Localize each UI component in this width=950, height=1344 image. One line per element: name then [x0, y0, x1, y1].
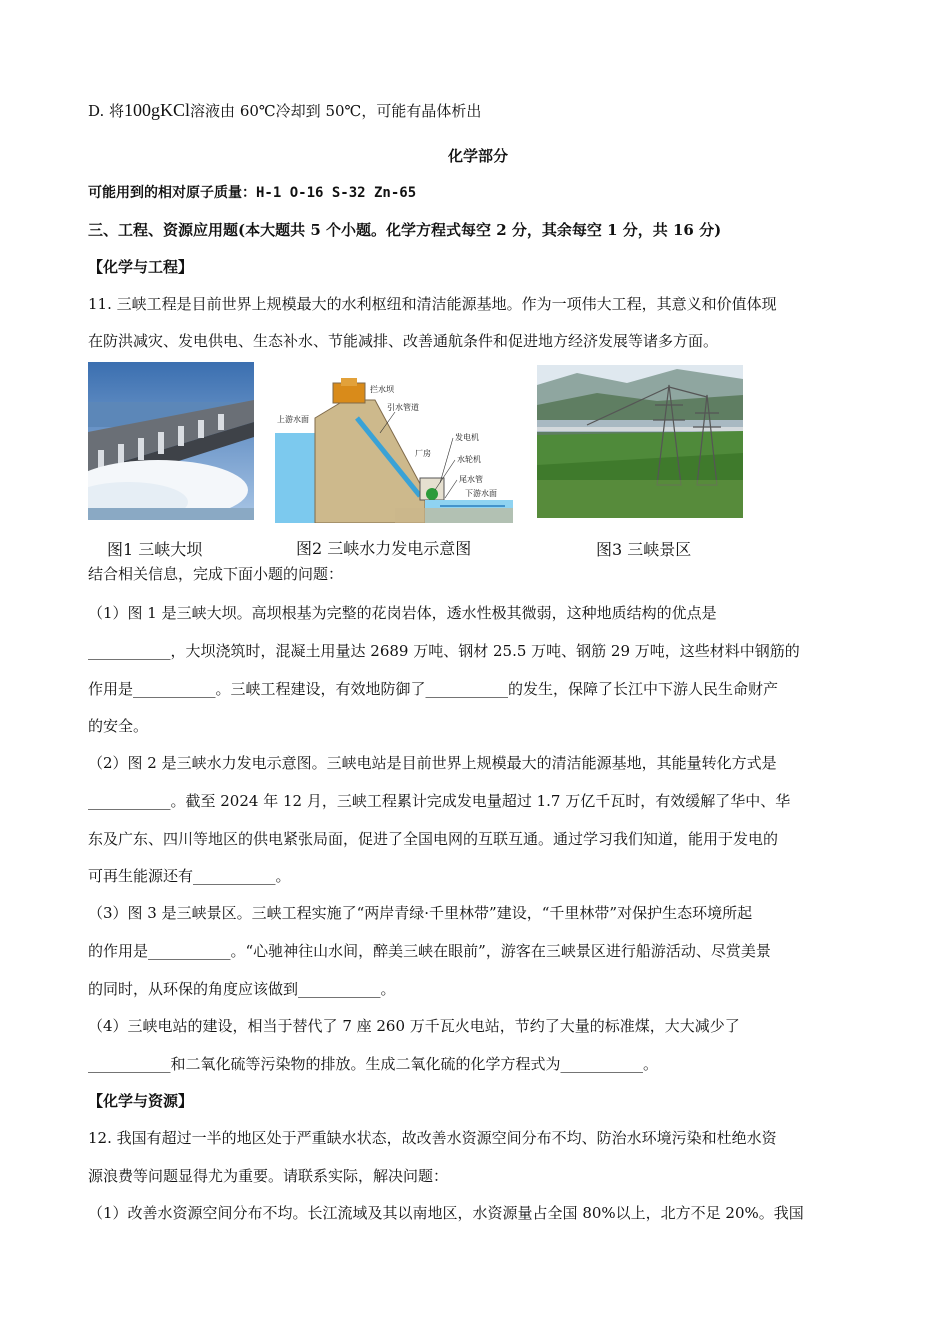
figure-1-caption: 图1 三峡大坝 [107, 540, 203, 559]
atomic-mass-line: 可能用到的相对原子质量：H-1 O-16 S-32 Zn-65 [88, 185, 417, 201]
q11-line-1: 11. 三峡工程是目前世界上规模最大的水利枢纽和清洁能源基地。作为一项伟大工程，其意义和价值体现 [88, 295, 777, 313]
label-generator: 发电机 [455, 433, 479, 442]
label-turbine: 水轮机 [457, 455, 481, 464]
sub1-line-2: ___________，大坝浇筑时，混凝土用量达 2689 万吨、钢材 25.5 万吨、钢筋 29 万吨，这些材料中钢筋的 [88, 642, 800, 660]
figure-2-hydro-diagram [275, 378, 513, 523]
option-d-prefix: D. 将 [88, 102, 125, 120]
section-title: 化学部分 [447, 147, 508, 165]
sub2-line-4: 可再生能源还有___________。 [88, 867, 291, 885]
label-tailpipe: 尾水管 [459, 475, 483, 484]
tag-resources: 【化学与资源】 [88, 1092, 194, 1110]
option-d-suffix: 溶液由 60℃冷却到 50℃，可能有晶体析出 [190, 102, 482, 120]
label-penstock: 引水管道 [387, 403, 419, 412]
figure-3-scenery-photo [537, 365, 743, 518]
label-downstream: 下游水面 [465, 489, 497, 498]
tag-engineering: 【化学与工程】 [88, 258, 194, 276]
sub3-line-2: 的作用是___________。“心驰神往山水间，醉美三峡在眼前”，游客在三峡景区进行船游活动、尽赏美景 [88, 942, 771, 960]
sub1-line-3: 作用是___________。三峡工程建设，有效地防御了___________的发生，保障了长江中下游人民生命财产 [88, 680, 779, 698]
q12-line-2: 源浪费等问题显得尤为重要。请联系实际，解决问题： [88, 1167, 449, 1185]
label-upstream: 上游水面 [277, 415, 309, 424]
sub2-line-2: ___________。截至 2024 年 12 月，三峡工程累计完成发电量超过 1.7 万亿千瓦时，有效缓解了华中、华 [88, 792, 791, 810]
figure-2-caption: 图2 三峡水力发电示意图 [296, 539, 472, 558]
sub1-line-4: 的安全。 [88, 717, 149, 735]
intro-line: 结合相关信息，完成下面小题的问题： [88, 565, 344, 583]
sub2-line-1: （2）图 2 是三峡水力发电示意图。三峡电站是目前世界上规模最大的清洁能源基地，其能量转化方式是 [88, 754, 777, 772]
sub1-line-1: （1）图 1 是三峡大坝。高坝根基为完整的花岗岩体，透水性极其微弱，这种地质结构的优点是 [88, 604, 717, 622]
label-dam: 拦水坝 [370, 385, 394, 394]
sub3-line-1: （3）图 3 是三峡景区。三峡工程实施了“两岸青绿·千里林带”建设，“千里林带”对保护生态环境所起 [88, 904, 753, 922]
label-powerhouse: 厂房 [415, 449, 431, 458]
kcl-formula: 100gKCl [124, 100, 191, 120]
q12-line-1: 12. 我国有超过一半的地区处于严重缺水状态，故改善水资源空间分布不均、防治水环境污染和杜绝水资 [88, 1129, 777, 1147]
sub3-line-3: 的同时，从环保的角度应该做到___________。 [88, 980, 396, 998]
figure-1-dam-photo [88, 362, 254, 520]
option-d [88, 100, 868, 121]
sub2-line-3: 东及广东、四川等地区的供电紧张局面，促进了全国电网的互联互通。通过学习我们知道，能用于发电的 [88, 830, 779, 848]
sub4-line-1: （4）三峡电站的建设，相当于替代了 7 座 260 万千瓦火电站，节约了大量的标准煤，大大减少了 [88, 1017, 740, 1035]
figure-3-caption: 图3 三峡景区 [596, 540, 692, 559]
part3-title: 三、工程、资源应用题(本大题共 5 个小题。化学方程式每空 2 分，其余每空 1 分，共 16 分) [88, 221, 722, 239]
q12-sub1-line-1: （1）改善水资源空间分布不均。长江流域及其以南地区，水资源量占全国 80%以上，北方不足 20%。我国 [88, 1204, 804, 1222]
sub4-line-2: ___________和二氧化硫等污染物的排放。生成二氧化硫的化学方程式为___________。 [88, 1055, 659, 1073]
q11-line-2: 在防洪减灾、发电供电、生态补水、节能减排、改善通航条件和促进地方经济发展等诸多方面。 [88, 332, 719, 350]
